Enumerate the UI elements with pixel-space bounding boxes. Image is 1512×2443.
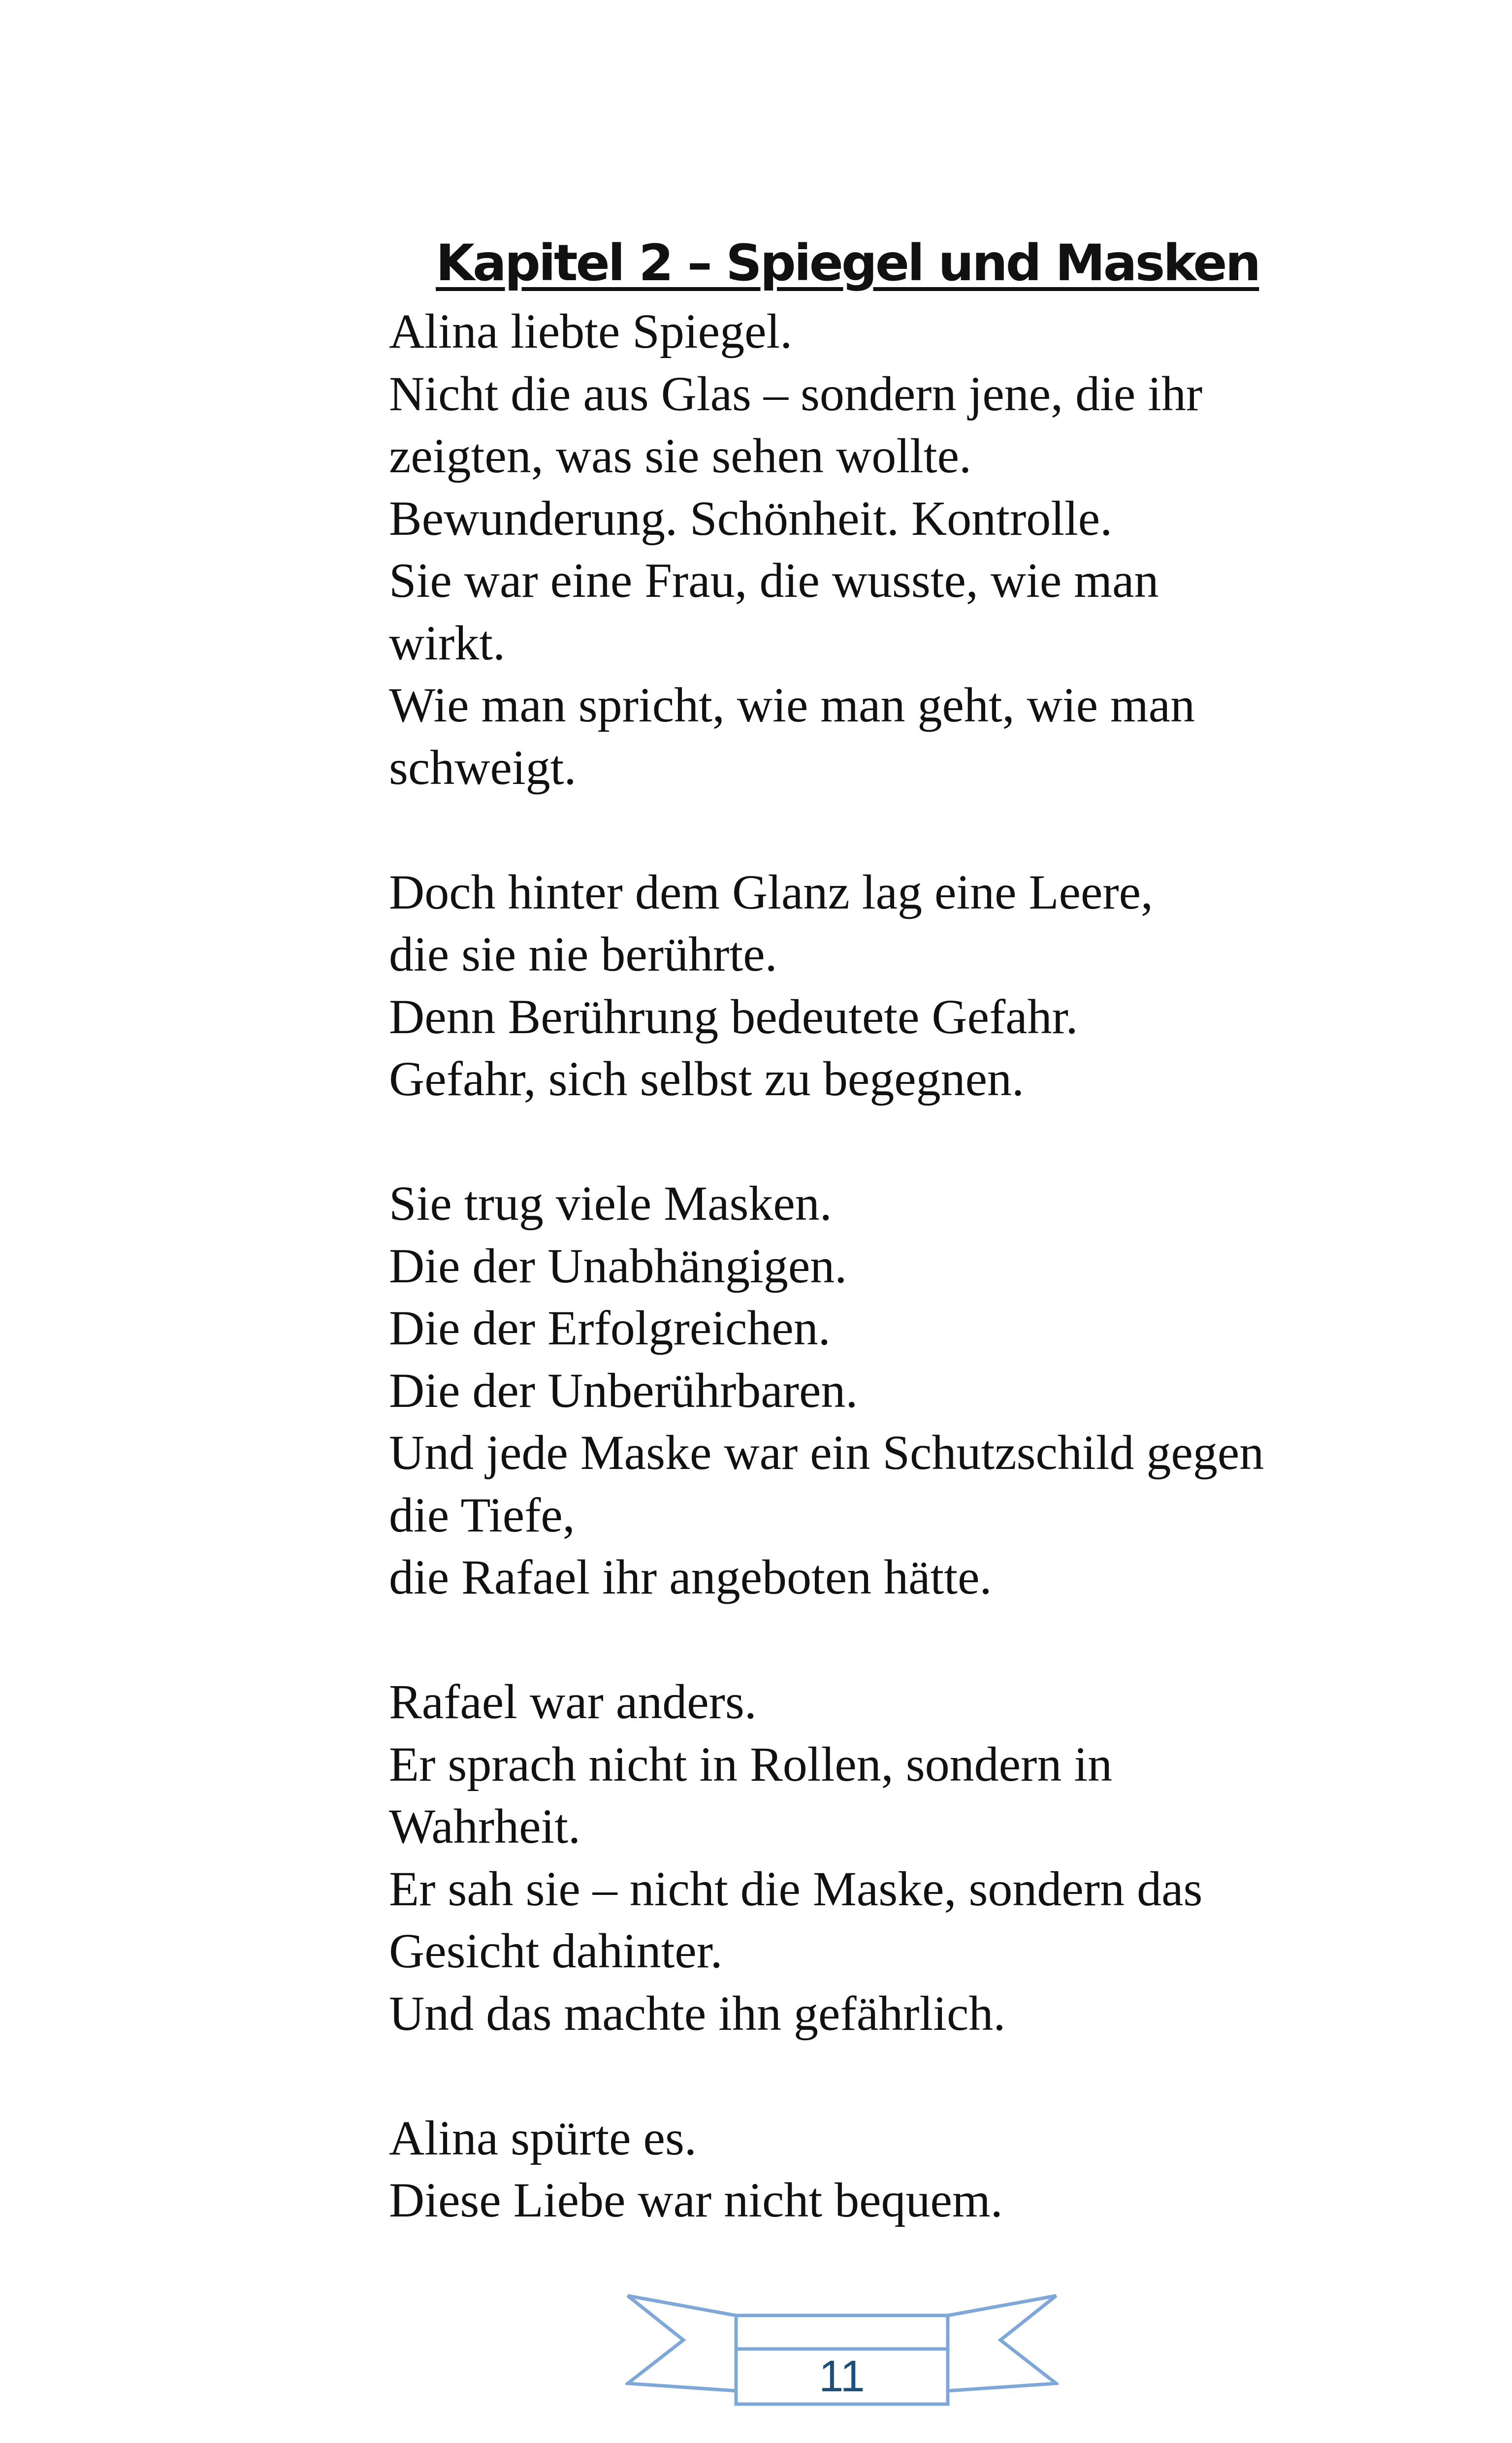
text-line: Und jede Maske war ein Schutzschild gegen [389, 1425, 1264, 1480]
paragraph-break [389, 799, 1374, 861]
paragraph-break [389, 1609, 1374, 1671]
text-line: Doch hinter dem Glanz lag eine Leere, [389, 864, 1154, 919]
text-line: wirkt. [389, 615, 506, 670]
text-line: Wie man spricht, wie man geht, wie man [389, 678, 1195, 732]
text-line: die Rafael ihr angeboten hätte. [389, 1550, 992, 1604]
text-line: Alina liebte Spiegel. [389, 304, 793, 358]
text-line: Er sprach nicht in Rollen, sondern in [389, 1736, 1113, 1792]
text-line: Die der Erfolgreichen. [389, 1301, 831, 1355]
text-line: zeigten, was sie sehen wollte. [389, 428, 971, 483]
text-line: Rafael war anders. [389, 1674, 757, 1729]
text-line: Die der Unabhängigen. [389, 1238, 847, 1293]
chapter-text [389, 300, 1374, 2232]
text-line: schweigt. [389, 740, 577, 795]
page-number: 11 [819, 2351, 865, 2401]
text-line: die sie nie berührte. [389, 927, 777, 981]
text-line: Gesicht dahinter. [389, 1923, 723, 1978]
chapter-title: Kapitel 2 – Spiegel und Masken [436, 234, 1259, 293]
text-line: Die der Unberührbaren. [389, 1363, 858, 1418]
text-line: Bewunderung. Schönheit. Kontrolle. [389, 490, 1113, 546]
text-line: Er sah sie – nicht die Maske, sondern das [389, 1861, 1203, 1916]
text-line: die Tiefe, [389, 1487, 575, 1542]
paragraph-break [389, 2045, 1374, 2107]
paragraph-break [389, 1110, 1374, 1173]
text-line: Und das machte ihn gefährlich. [389, 1986, 1006, 2041]
text-line: Diese Liebe war nicht bequem. [389, 2173, 1003, 2227]
text-line: Alina spürte es. [389, 2110, 697, 2165]
text-line: Sie trug viele Masken. [389, 1176, 832, 1231]
text-line: Gefahr, sich selbst zu begegnen. [389, 1051, 1024, 1106]
text-line: Denn Berührung bedeutete Gefahr. [389, 989, 1078, 1044]
text-line: Sie war eine Frau, die wusste, wie man [389, 553, 1159, 608]
text-line: Nicht die aus Glas – sondern jene, die ihr [389, 366, 1203, 421]
text-line: Wahrheit. [389, 1799, 581, 1854]
